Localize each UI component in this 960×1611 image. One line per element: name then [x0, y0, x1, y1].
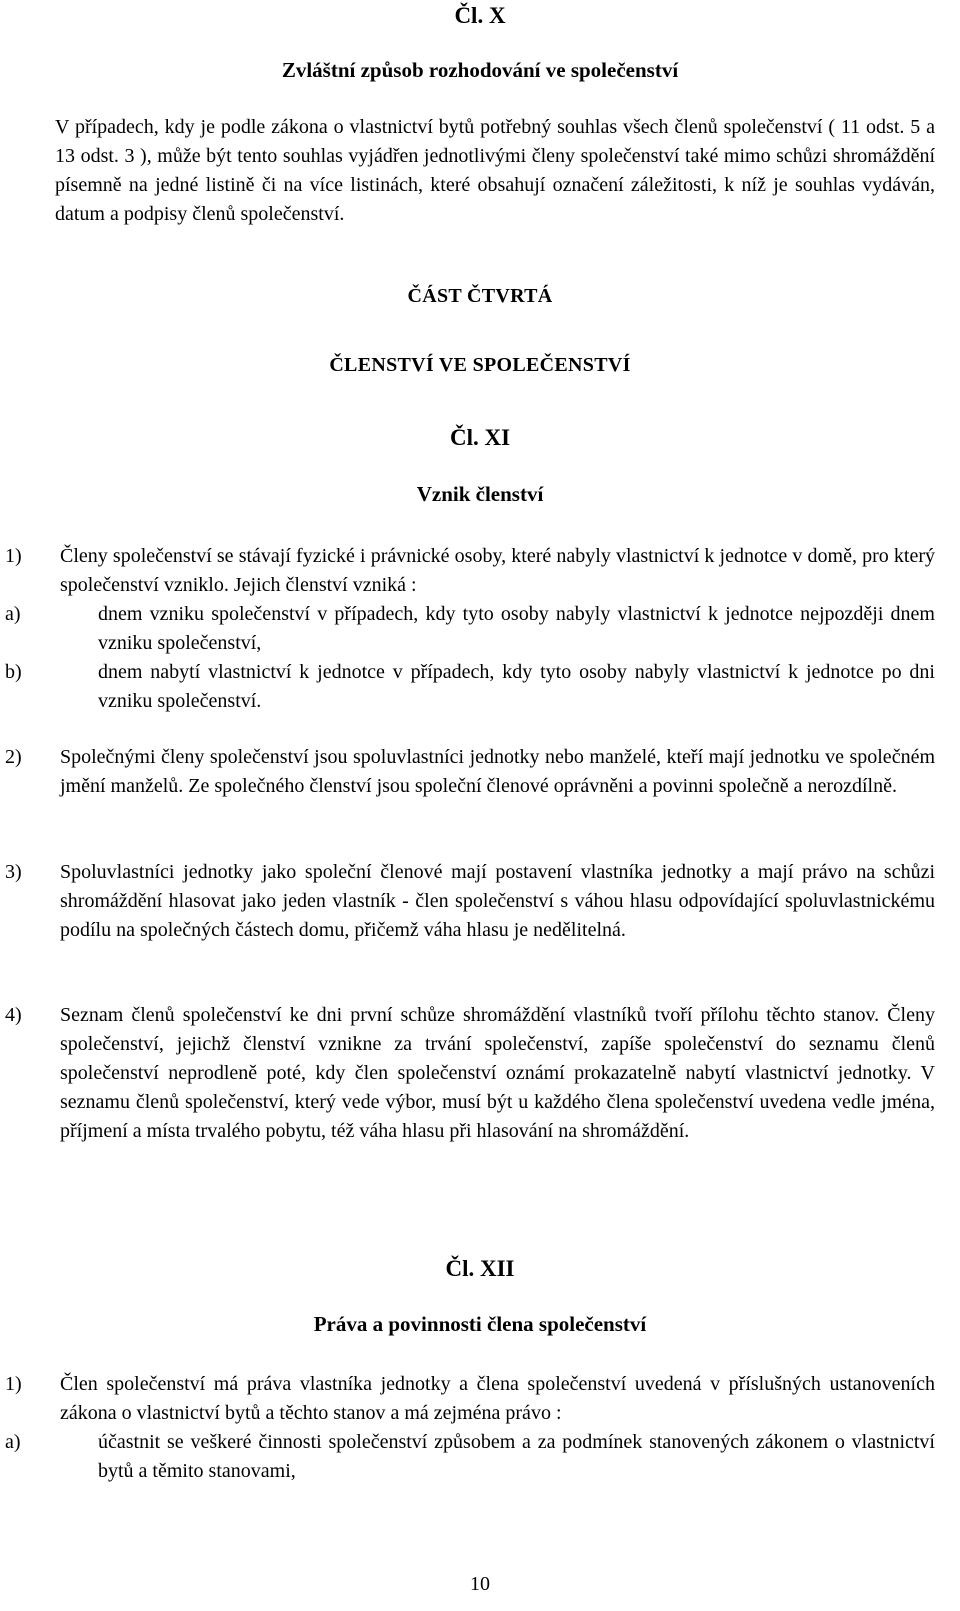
item-letter: b): [5, 661, 22, 683]
paragraph-text: Člen společenství má práva vlastníka jednotky a člena společenství uvedená v příslušných ustanoveních zákona o vlastnictví bytů a těchto stanov a má zejména právo :: [60, 1373, 935, 1424]
article-x-title: Zvláštní způsob rozhodování ve společenství: [281, 58, 679, 82]
article-x-text: [55, 113, 935, 229]
article-xi-paragraph-1: [5, 542, 935, 716]
article-xi-paragraph-4: [5, 1001, 935, 1146]
part-title: ČLENSTVÍ VE SPOLEČENSTVÍ: [329, 354, 631, 376]
article-xi-paragraph-1-item-a: [5, 600, 935, 658]
article-xi-paragraph-3: [5, 858, 935, 945]
paragraph-number: 4): [5, 1004, 22, 1026]
article-x-text-body: V případech, kdy je podle zákona o vlastnictví bytů potřebný souhlas všech členů společenství ( 11 odst. 5 a 13 odst. 3 ), může být tento souhlas vyjádřen jednotlivými členy společenství také mimo schůzi shromáždění písemně na jedné listině či na více listinách, které obsahují označení záležitosti, k níž je souhlas vydáván, datum a podpisy členů společenství.: [55, 116, 935, 225]
article-xi-paragraph-2: [5, 743, 935, 801]
paragraph-text: Společnými členy společenství jsou spoluvlastníci jednotky nebo manželé, kteří mají jednotku ve společném jmění manželů. Ze společného členství jsou společní členové oprávněni a povinni společně a nerozdílně.: [60, 746, 935, 797]
paragraph-number: 3): [5, 861, 22, 883]
item-text-body: dnem vzniku společenství v případech, kdy tyto osoby nabyly vlastnictví k jednotce nejpozději dnem vzniku společenství,: [98, 603, 935, 654]
paragraph-number: 2): [5, 746, 22, 768]
item-text-body: dnem nabytí vlastnictví k jednotce v případech, kdy tyto osoby nabyly vlastnictví k jednotce po dni vzniku společenství.: [98, 661, 935, 712]
item-letter: a): [5, 1431, 21, 1453]
article-xi-number: Čl. XI: [449, 425, 511, 450]
article-xii-number: Čl. XII: [445, 1256, 515, 1281]
article-xii-title: Práva a povinnosti člena společenství: [313, 1312, 647, 1336]
page-number: 10: [470, 1573, 490, 1595]
paragraph-number: 1): [5, 545, 22, 567]
paragraph-text: Členy společenství se stávají fyzické i právnické osoby, které nabyly vlastnictví k jednotce v domě, pro který společenství vzniklo. Jejich členství vzniká :: [60, 545, 935, 596]
article-x-number: Čl. X: [454, 3, 506, 28]
item-text: [60, 600, 935, 658]
paragraph-number: 1): [5, 1373, 22, 1395]
item-text: [60, 658, 935, 716]
item-text-body: účastnit se veškeré činnosti společenství způsobem a za podmínek stanovených zákonem o vlastnictví bytů a těmito stanovami,: [98, 1431, 935, 1482]
article-xii-paragraph-1-item-a: [5, 1428, 935, 1486]
article-xi-paragraph-1-item-b: [5, 658, 935, 716]
paragraph-text: Spoluvlastníci jednotky jako společní členové mají postavení vlastníka jednotky a mají právo na schůzi shromáždění hlasovat jako jeden vlastník - člen společenství s váhou hlasu odpovídající spoluvlastnickému podílu na společných částech domu, přičemž váha hlasu je nedělitelná.: [60, 861, 935, 941]
item-letter: a): [5, 603, 21, 625]
article-xi-title: Vznik členství: [416, 482, 544, 506]
article-xii-paragraph-1: [5, 1370, 935, 1486]
paragraph-text: Seznam členů společenství ke dni první schůze shromáždění vlastníků tvoří přílohu těchto stanov. Členy společenství, jejichž členství vznikne za trvání společenství, zapíše společenství do seznamu členů společenství neprodleně poté, kdy člen společenství oznámí prokazatelně nabytí vlastnictví jednotky. V seznamu členů společenství, který vede výbor, musí být u každého člena společenství uvedena vedle jména, příjmení a místa trvalého pobytu, též váha hlasu při hlasování na shromáždění.: [60, 1004, 935, 1142]
part-number: ČÁST ČTVRTÁ: [407, 285, 553, 307]
item-text: [60, 1428, 935, 1486]
